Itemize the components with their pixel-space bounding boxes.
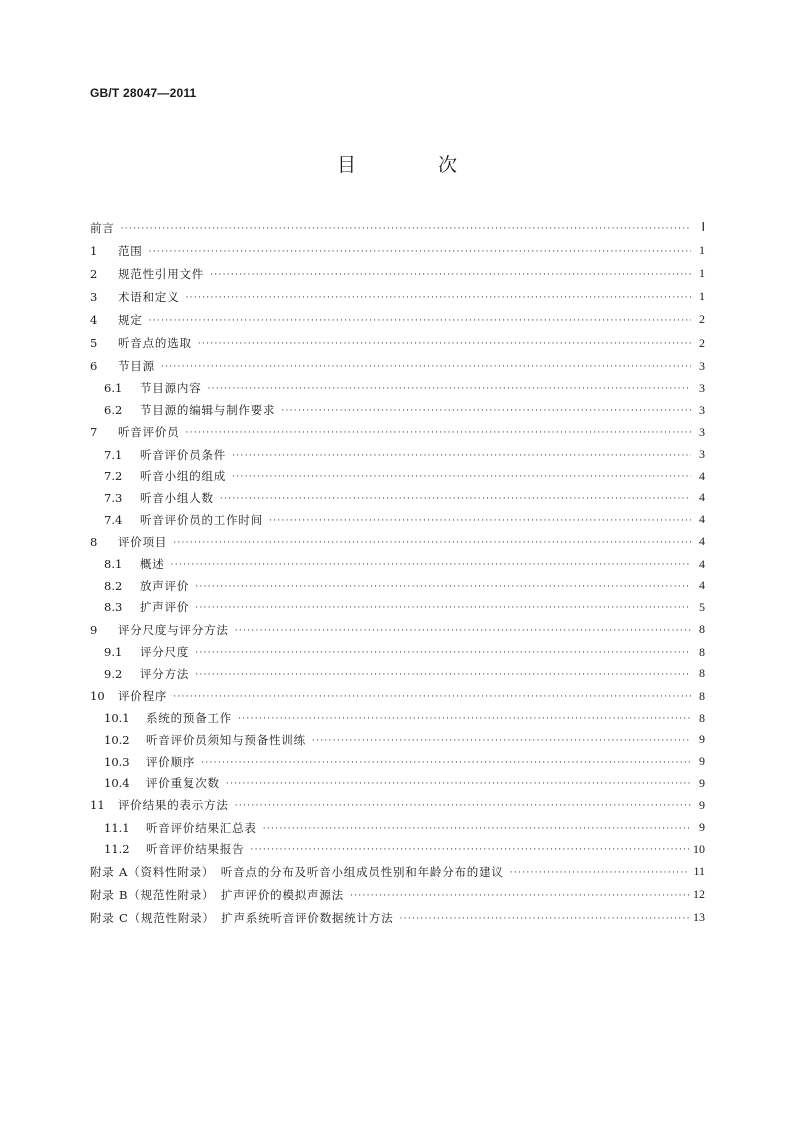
toc-entry-number: 8 [90, 534, 98, 549]
toc-entry-number: 10 [90, 689, 105, 704]
toc-entry[interactable] [90, 553, 705, 575]
toc-entry[interactable] [90, 355, 705, 378]
toc-entry-title: 评价程序 [118, 689, 168, 704]
toc-entry-number: 9.2 [104, 666, 123, 681]
toc-entry-title: 附录 A（资料性附录） 听音点的分布及听音小组成员性别和年龄分布的建议 [90, 864, 504, 879]
toc-entry-number: 7 [90, 425, 98, 440]
toc-entry-number: 5 [90, 336, 98, 351]
toc-dot-leader [186, 293, 692, 303]
toc-entry[interactable] [90, 216, 705, 239]
toc-entry-page: 2 [699, 335, 705, 350]
toc-entry[interactable] [90, 729, 705, 751]
toc-dot-leader [173, 692, 691, 702]
toc-entry-title: 评分尺度 [140, 645, 190, 660]
toc-entry-title: 节目源 [118, 359, 155, 374]
toc-entry-page: 1 [699, 289, 705, 304]
toc-dot-leader [263, 824, 691, 834]
toc-entry[interactable] [90, 444, 705, 466]
toc-entry[interactable] [90, 839, 705, 861]
toc-dot-leader [281, 406, 691, 416]
toc-entry-number: 10.4 [104, 776, 130, 791]
toc-entry-page: 9 [699, 732, 705, 747]
toc-dot-leader [198, 339, 691, 349]
toc-entry[interactable] [90, 421, 705, 444]
toc-entry[interactable] [90, 684, 705, 707]
toc-dot-leader [161, 362, 691, 372]
toc-entry-title: 听音评价员的工作时间 [140, 512, 263, 527]
toc-entry-number: 7.1 [104, 447, 123, 462]
toc-entry-title: 评价项目 [118, 534, 168, 549]
toc-entry-page: 2 [699, 312, 705, 327]
toc-entry-page: 8 [699, 622, 705, 637]
toc-entry-number: 9 [90, 622, 98, 637]
toc-entry-title: 听音点的选取 [118, 336, 192, 351]
toc-entry-number: 7.2 [104, 469, 123, 484]
toc-entry[interactable] [90, 860, 705, 883]
toc-entry-title: 附录 B（规范性附录） 扩声评价的模拟声源法 [90, 887, 344, 902]
toc-entry-page: 11 [693, 864, 705, 879]
toc-entry-number: 7.3 [104, 490, 123, 505]
toc-dot-leader [149, 316, 691, 326]
toc-entry-number: 6.2 [104, 403, 123, 418]
toc-entry[interactable] [90, 817, 705, 839]
toc-entry[interactable] [90, 772, 705, 794]
toc-entry-page: 13 [693, 910, 705, 925]
toc-dot-leader [312, 736, 691, 746]
toc-dot-leader [232, 451, 691, 461]
toc-entry-title: 听音小组人数 [140, 490, 214, 505]
toc-entry-title: 扩声评价 [140, 600, 190, 615]
toc-dot-leader [195, 582, 691, 592]
toc-entry-page: 3 [699, 447, 705, 462]
toc-entry-title: 评价顺序 [146, 754, 196, 769]
toc-entry-title: 规定 [118, 312, 143, 327]
toc-entry-page: 10 [693, 841, 705, 856]
toc-entry-page: 9 [699, 754, 705, 769]
toc-entry[interactable] [90, 883, 705, 906]
toc-entry[interactable] [90, 399, 705, 421]
toc-entry[interactable] [90, 751, 705, 773]
toc-entry-title: 评价重复次数 [146, 776, 220, 791]
toc-entry-title: 评分方法 [140, 666, 190, 681]
toc-dot-leader [171, 560, 691, 570]
toc-entry-title: 附录 C（规范性附录） 扩声系统听音评价数据统计方法 [90, 910, 394, 925]
toc-entry-title: 听音评价员 [118, 425, 180, 440]
toc-dot-leader [201, 758, 691, 768]
toc-entry-title: 系统的预备工作 [146, 711, 233, 726]
toc-entry[interactable] [90, 530, 705, 553]
toc-entry-page: 4 [699, 578, 705, 593]
toc-entry-title: 术语和定义 [118, 289, 180, 304]
toc-entry-title: 评分尺度与评分方法 [118, 622, 229, 637]
toc-dot-leader [195, 648, 691, 658]
toc-dot-leader [232, 472, 691, 482]
toc-dot-leader [238, 714, 691, 724]
toc-entry[interactable] [90, 378, 705, 400]
toc-entry-page: 1 [699, 266, 705, 281]
toc-entry-title: 听音评价结果汇总表 [146, 820, 257, 835]
toc-entry-page: 3 [699, 424, 705, 439]
toc-entry-page: 3 [699, 402, 705, 417]
standard-number: GB/T 28047—2011 [90, 86, 197, 100]
toc-dot-leader [186, 428, 692, 438]
toc-entry-page: 8 [699, 688, 705, 703]
toc-entry[interactable] [90, 239, 705, 262]
toc-entry-number: 8.1 [104, 557, 123, 572]
toc-dot-leader [510, 868, 690, 878]
toc-entry-number: 11 [90, 798, 105, 813]
toc-entry-number: 8.3 [104, 600, 123, 615]
toc-entry-number: 3 [90, 289, 98, 304]
toc-entry-title: 听音评价员须知与预备性训练 [146, 732, 306, 747]
toc-entry[interactable] [90, 597, 705, 619]
toc-entry-page: 5 [699, 599, 705, 614]
toc-entry-page: 3 [699, 380, 705, 395]
toc-entry-number: 11.1 [104, 820, 130, 835]
toc-dot-leader [208, 384, 692, 394]
toc-entry-page: Ⅰ [701, 220, 705, 235]
toc-dot-leader [149, 247, 691, 257]
toc-dot-leader [250, 845, 689, 855]
toc-entry-page: 4 [699, 468, 705, 483]
toc-dot-leader [235, 626, 691, 636]
toc-entry-number: 8.2 [104, 578, 123, 593]
toc-entry[interactable] [90, 641, 705, 663]
toc-entry-title: 概述 [140, 557, 165, 572]
toc-entry-page: 3 [699, 358, 705, 373]
toc-entry[interactable] [90, 663, 705, 685]
toc-entry-page: 4 [699, 490, 705, 505]
toc-entry-page: 12 [693, 887, 705, 902]
toc-dot-leader [220, 494, 691, 504]
toc-entry-page: 4 [699, 512, 705, 527]
toc-entry-page: 8 [699, 644, 705, 659]
toc-entry-title: 评价结果的表示方法 [118, 798, 229, 813]
toc-entry-number: 10.1 [104, 711, 130, 726]
toc-entry[interactable] [90, 262, 705, 285]
toc-entry-number: 9.1 [104, 645, 123, 660]
toc-entry-page: 9 [699, 797, 705, 812]
toc-dot-leader [226, 779, 691, 789]
toc-entry-number: 6 [90, 359, 98, 374]
toc-entry[interactable] [90, 331, 705, 354]
toc-entry[interactable] [90, 466, 705, 488]
toc-entry[interactable] [90, 285, 705, 308]
toc-entry-page: 9 [699, 775, 705, 790]
toc-entry-title: 范围 [118, 243, 143, 258]
toc-entry-title: 放声评价 [140, 578, 190, 593]
toc-dot-leader [350, 891, 689, 901]
toc-entry-number: 2 [90, 266, 98, 281]
toc-entry[interactable] [90, 509, 705, 531]
toc-entry[interactable] [90, 708, 705, 730]
toc-entry-page: 1 [699, 243, 705, 258]
toc-entry-title: 听音小组的组成 [140, 469, 227, 484]
toc-entry-title: 听音评价结果报告 [146, 842, 245, 857]
toc-entry-page: 9 [699, 820, 705, 835]
toc-entry-title: 节目源内容 [140, 381, 202, 396]
toc-entry[interactable] [90, 906, 705, 929]
toc-entry-number: 6.1 [104, 381, 123, 396]
toc-entry-title: 规范性引用文件 [118, 266, 205, 281]
toc-entry[interactable] [90, 618, 705, 641]
toc-dot-leader [269, 516, 691, 526]
toc-dot-leader [121, 224, 691, 234]
toc-entry-number: 7.4 [104, 512, 123, 527]
toc-dot-leader [400, 914, 689, 924]
toc-entry-title: 前言 [90, 220, 115, 235]
toc-entry[interactable] [90, 794, 705, 817]
toc-entry-number: 4 [90, 312, 98, 327]
table-of-contents [90, 216, 705, 930]
toc-entry[interactable] [90, 308, 705, 331]
toc-dot-leader [173, 538, 691, 548]
toc-entry-number: 10.3 [104, 754, 130, 769]
toc-dot-leader [235, 801, 691, 811]
toc-entry-page: 8 [699, 666, 705, 681]
toc-entry-number: 11.2 [104, 842, 130, 857]
toc-entry-title: 节目源的编辑与制作要求 [140, 403, 276, 418]
toc-entry[interactable] [90, 487, 705, 509]
toc-entry-number: 1 [90, 243, 98, 258]
page-title: 目 次 [336, 154, 496, 176]
toc-dot-leader [195, 603, 691, 613]
toc-entry-title: 听音评价员条件 [140, 447, 227, 462]
toc-entry-page: 4 [699, 556, 705, 571]
toc-entry[interactable] [90, 575, 705, 597]
toc-entry-number: 10.2 [104, 732, 130, 747]
toc-entry-page: 4 [699, 534, 705, 549]
toc-entry-page: 8 [699, 710, 705, 725]
toc-dot-leader [210, 270, 691, 280]
toc-dot-leader [195, 670, 691, 680]
